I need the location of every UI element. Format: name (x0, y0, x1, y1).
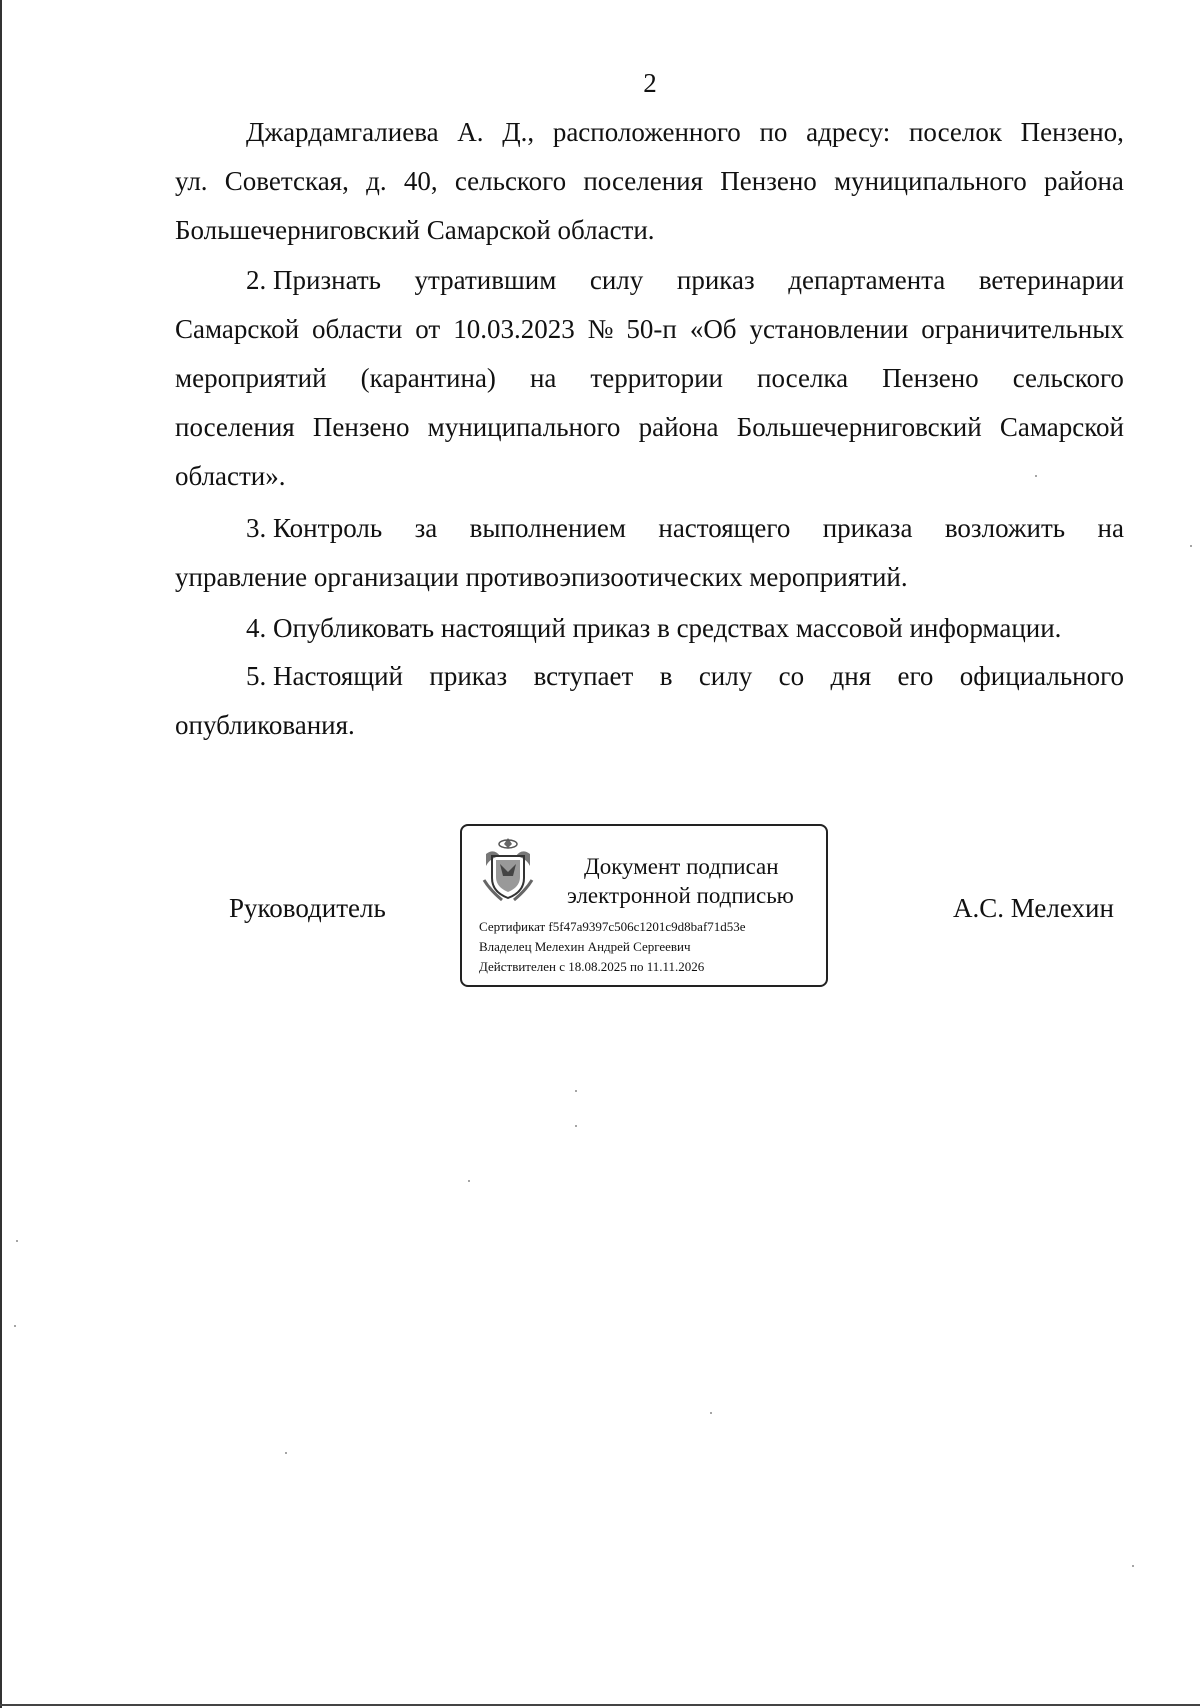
word: Джардамгалиева (246, 117, 439, 147)
text-line (175, 214, 1124, 246)
text-line (175, 362, 1124, 394)
stamp-title-line2: электронной подписью (567, 883, 794, 908)
word: ул. (175, 166, 208, 196)
scan-speck (1035, 475, 1037, 477)
word: Пензено (312, 412, 410, 442)
text-line (246, 264, 1124, 296)
scan-speck (1190, 545, 1192, 547)
word: Пензено (720, 166, 817, 196)
word: силу (698, 661, 753, 691)
scan-border-bottom (0, 1704, 1200, 1706)
word: приказа (822, 513, 913, 543)
word: Большечерниговский Самарской области. (175, 215, 655, 245)
word: силу (589, 265, 644, 295)
word: д. (366, 166, 387, 196)
word: территории (590, 363, 723, 393)
word: № (587, 314, 614, 344)
word: официального (959, 661, 1124, 691)
word: Советская, (224, 166, 349, 196)
word: муниципального (834, 166, 1027, 196)
word: расположенного (552, 117, 741, 147)
word: 4. Опубликовать настоящий приказ в средствах массовой информации. (246, 613, 1062, 643)
coat-of-arms-icon (480, 834, 536, 904)
word: утратившим (414, 265, 557, 295)
word: на (1097, 513, 1124, 543)
scan-border-left (0, 0, 2, 1708)
word: сельского (1012, 363, 1124, 393)
word: настоящего (658, 513, 791, 543)
word: А. (457, 117, 484, 147)
word: поселок (908, 117, 1002, 147)
word: вступает (533, 661, 634, 691)
word: управление организации противоэпизоотических мероприятий. (175, 562, 908, 592)
word: возложить (944, 513, 1066, 543)
scan-speck (14, 1325, 16, 1327)
word: опубликования. (175, 710, 355, 740)
word: поселения (175, 412, 295, 442)
word: 3. Контроль (246, 513, 383, 543)
stamp-certificate: Сертификат f5f47a9397c506c1201c9d8baf71d53e (479, 919, 746, 934)
word: района (1044, 166, 1124, 196)
word: ветеринарии (978, 265, 1124, 295)
scan-speck (16, 1240, 18, 1242)
text-line (175, 411, 1124, 443)
signer-name: А.С. Мелехин (953, 893, 1114, 923)
text-line (175, 460, 1124, 492)
word: Самарской (175, 314, 300, 344)
word: установлении (749, 314, 909, 344)
word: от (415, 314, 441, 344)
electronic-signature-stamp (460, 824, 828, 987)
scan-speck (575, 1125, 577, 1127)
word: выполнением (469, 513, 626, 543)
stamp-validity: Действителен с 18.08.2025 по 11.11.2026 (479, 959, 705, 974)
word: его (897, 661, 934, 691)
word: на (529, 363, 557, 393)
scan-speck (285, 1452, 287, 1454)
word: (карантина) (360, 363, 496, 393)
signer-position: Руководитель (229, 893, 386, 923)
scan-speck (575, 1090, 577, 1092)
text-line (175, 561, 1124, 593)
word: Пензено (882, 363, 979, 393)
word: 50-п (626, 314, 677, 344)
word: за (414, 513, 438, 543)
word: департамента (788, 265, 946, 295)
word: Самарской (999, 412, 1124, 442)
text-line (246, 660, 1124, 692)
word: Д., (502, 117, 535, 147)
text-line (175, 709, 1124, 741)
text-line (175, 165, 1124, 197)
word: приказ (676, 265, 755, 295)
scan-speck (710, 1412, 712, 1414)
word: поселения (583, 166, 704, 196)
word: района (638, 412, 719, 442)
scan-speck (1132, 1565, 1134, 1567)
stamp-owner: Владелец Мелехин Андрей Сергеевич (479, 939, 691, 954)
word: «Об (689, 314, 737, 344)
word: области (312, 314, 403, 344)
text-line (246, 116, 1124, 148)
word: в (659, 661, 673, 691)
word: дня (830, 661, 872, 691)
word: области». (175, 461, 286, 491)
word: мероприятий (175, 363, 327, 393)
word: приказ (429, 661, 508, 691)
scan-speck (468, 1180, 470, 1182)
word: 2. Признать (246, 265, 381, 295)
text-line (175, 313, 1124, 345)
word: сельского (454, 166, 567, 196)
word: ограничительных (921, 314, 1124, 344)
word: муниципального (427, 412, 621, 442)
word: 40, (403, 166, 438, 196)
word: Пензено, (1020, 117, 1124, 147)
word: поселка (757, 363, 849, 393)
word: 5. Настоящий (246, 661, 404, 691)
word: со (778, 661, 805, 691)
text-line (246, 512, 1124, 544)
text-line (246, 612, 1124, 644)
word: 10.03.2023 (453, 314, 575, 344)
word: адресу: (806, 117, 891, 147)
word: по (759, 117, 788, 147)
word: Большечерниговский (736, 412, 982, 442)
page-number: 2 (643, 68, 657, 98)
stamp-title-line1: Документ подписан (584, 854, 779, 879)
